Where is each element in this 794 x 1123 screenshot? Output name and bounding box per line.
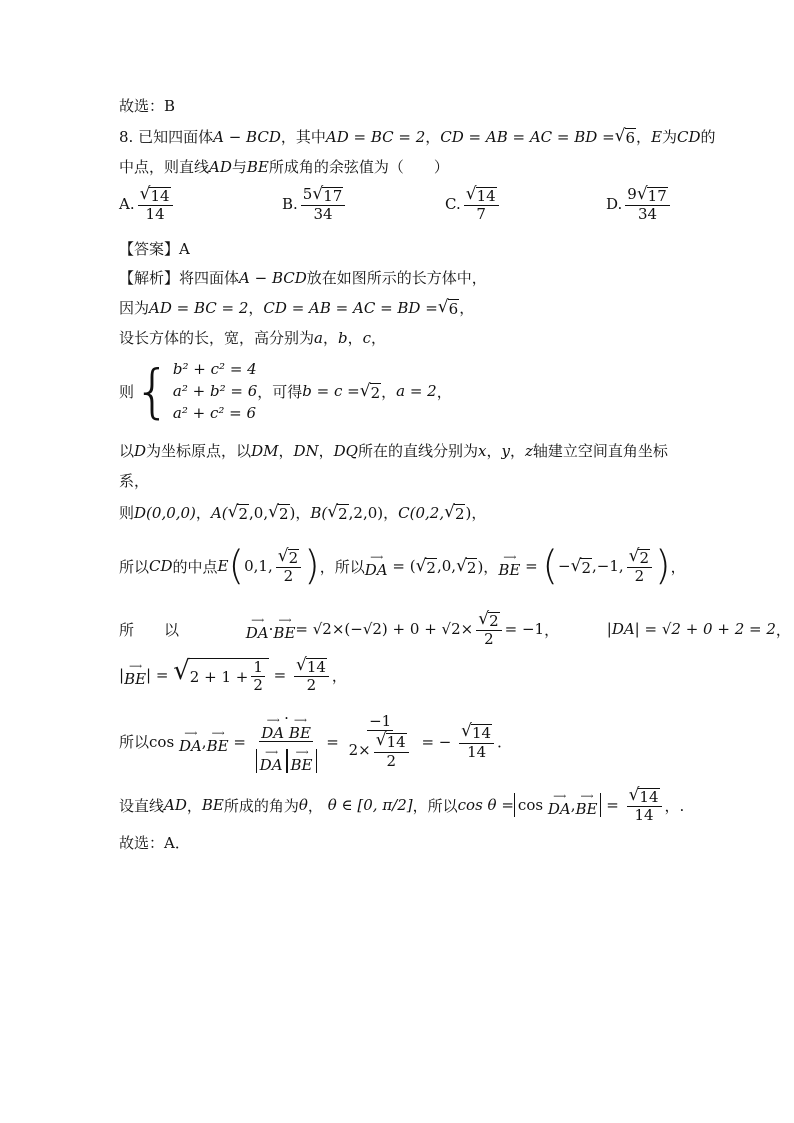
coordinates-line: 则 D(0,0,0) ， A( √ 2 ,0, √ 2 ) ， B( √ 2 ,2,0) ， C(0,2, √ 2 ) ， xyxy=(119,502,487,523)
analysis-line-3: 设长方体的长，宽，高分别为 a ， b ， c ， xyxy=(119,328,387,347)
analysis-line-6: 系， xyxy=(119,472,150,490)
option-c: C. √ 14 7 xyxy=(445,185,502,224)
left-brace: { xyxy=(134,357,171,425)
abs-be-line: | ⟶ BE | = √ 2 + 1 + $\frac{1}{2}$ = √ 14 2 ， xyxy=(119,655,347,695)
prev-answer-line: 故选：B xyxy=(119,97,176,115)
cos-line: 所以 cos ⟶ DA , ⟶ BE = ⟶ DA · ⟶ BE ⟶ DA ⟶ BE = −1 2× √ 14 2 = − √ 14 14 ． xyxy=(119,709,513,774)
final-answer-line: 故选：A． xyxy=(119,834,190,852)
answer-line: 【答案】 A xyxy=(119,239,190,258)
dot-product-line: 所 以 ⟶ DA · ⟶ BE = √2×(−√2) + 0 + √2× √ 2 2 = −1 ， |DA| = √2 + 0 + 2 = 2 ， xyxy=(119,609,791,649)
analysis-line-2: 因为 AD = BC = 2 ， CD = AB = AC = BD = √ 6 ， xyxy=(119,297,475,318)
question-8-line-1: 8. 已知四面体 A − BCD ，其中 AD = BC = 2 ， CD = AB = AC = BD = √ 6 ， E 为 CD 的 xyxy=(119,126,716,147)
question-8-line-2: 中点，则直线 AD 与 BE 所成角的余弦值为（ ） xyxy=(119,157,449,176)
option-a: A. √ 14 14 xyxy=(119,185,176,224)
option-b: B. 5 √ 17 34 xyxy=(282,185,348,224)
analysis-line-5: 以 D 为坐标原点，以 DM ， DN ， DQ 所在的直线分别为 x ， y ， z 轴建立空间直角坐标 xyxy=(119,441,668,460)
option-d: D. 9 √ 17 34 xyxy=(606,185,673,224)
midpoint-line: 所以 CD 的中点 E ( 0,1, √ 2 2 ) ，所以 ⟶ DA = ( √ 2 ,0, √ 2 )， ⟶ BE = ( − √ 2 ,−1, √ 2 2 ) ， xyxy=(119,543,686,589)
equation-system: 则 { b² + c² = 4 a² + b² = 6 a² + c² = 6 ，可得 b = c = √ 2 ， a = 2 ， xyxy=(119,357,452,425)
analysis-line-1: 【解析】 将四面体 A − BCD 放在如图所示的长方体中， xyxy=(119,268,487,287)
theta-line: 设直线 AD ， BE 所成的角为 θ ， θ ∈ [0, π/2] ，所以 cos θ = cos ⟶ DA , ⟶ BE = √ 14 14 ，. xyxy=(119,785,685,825)
